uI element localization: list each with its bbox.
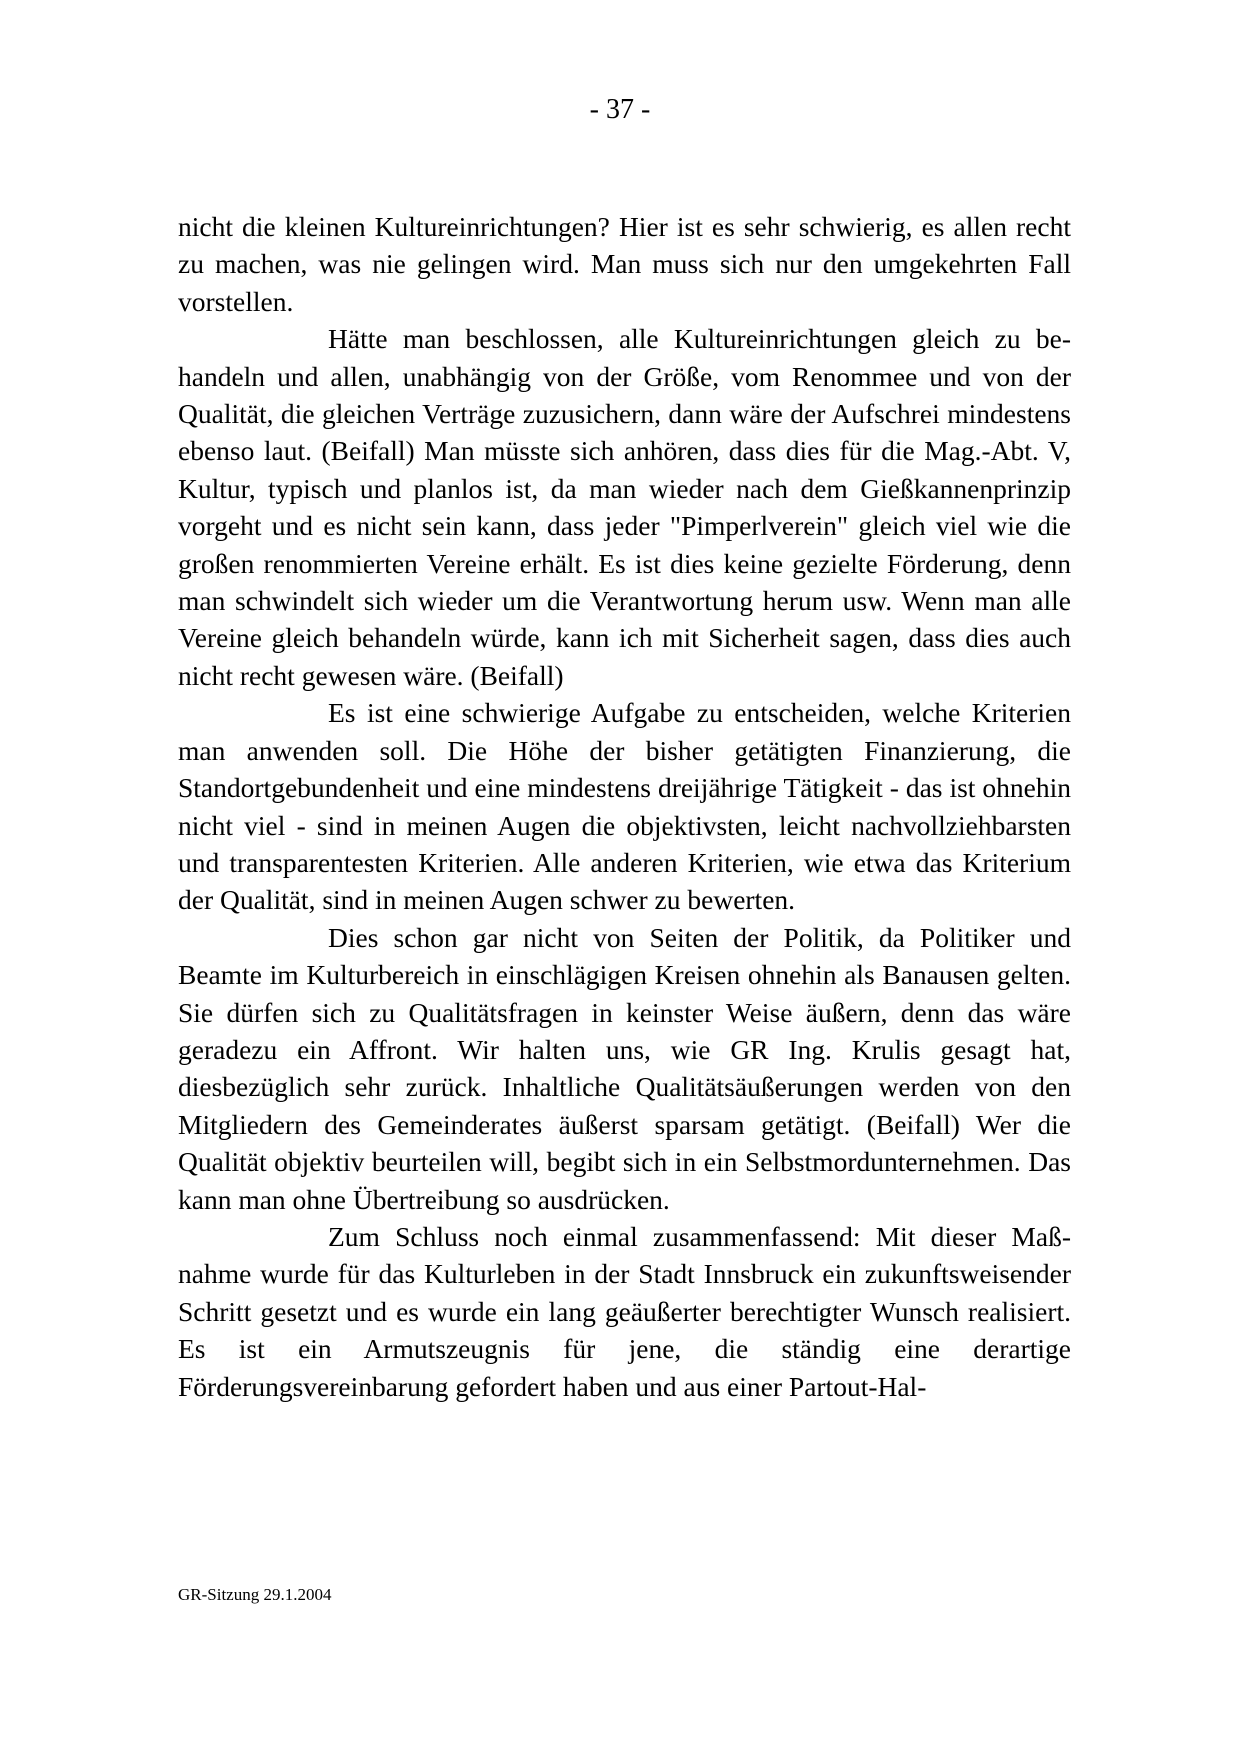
paragraph: Hätte man beschlossen, alle Kultureinrichtungen gleich zu behandeln und allen, unabhängig von der Größe, vom Renommee und von der Qualität, die gleichen Verträge zuzusichern, dann wäre der Aufschrei mindestens ebenso laut. (Beifall) Man müsste sich anhören, dass dies für die Mag.-Abt. V, Kultur, typisch und planlos ist, da man wieder nach dem Gießkannenprinzip vorgeht und es nicht sein kann, dass jeder "Pimperlverein" gleich viel wie die großen renommierten Vereine erhält. Es ist dies keine gezielte Förderung, denn man schwindelt sich wieder um die Verantwortung herum usw. Wenn man alle Vereine gleich behandeln würde, kann ich mit Sicherheit sagen, dass dies auch nicht recht gewesen wäre. (Beifall) xyxy=(178,323,1071,691)
page-number: - 37 - xyxy=(589,94,651,125)
paragraph: nicht die kleinen Kultureinrichtungen? Hier ist es sehr schwierig, es allen recht zu machen, was nie gelingen wird. Man muss sich nur den umgekehrten Fall vorstellen. xyxy=(178,211,1071,317)
footer-session-date: GR-Sitzung 29.1.2004 xyxy=(178,1585,332,1604)
body-text xyxy=(178,208,1071,1405)
paragraph: Es ist eine schwierige Aufgabe zu entscheiden, welche Kriterien man anwenden soll. Die Höhe der bisher getätigten Finanzierung, die Standortgebundenheit und eine mindestens dreijährige Tätigkeit - das ist ohnehin nicht viel - sind in meinen Augen die objektivsten, leicht nachvollziehbarsten und transparentesten Kriterien. Alle anderen Kriterien, wie etwa das Kriterium der Qualität, sind in meinen Augen schwer zu bewerten. xyxy=(178,697,1071,916)
paragraph: Dies schon gar nicht von Seiten der Politik, da Politiker und Beamte im Kulturbereich in einschlägigen Kreisen ohnehin als Banausen gelten. Sie dürfen sich zu Qualitätsfragen in keinster Weise äußern, denn das wäre geradezu ein Affront. Wir halten uns, wie GR Ing. Krulis gesagt hat, diesbezüglich sehr zurück. Inhaltliche Qualitätsäußerungen werden von den Mitgliedern des Gemeinderates äußerst sparsam getätigt. (Beifall) Wer die Qualität objektiv beurteilen will, begibt sich in ein Selbstmordunternehmen. Das kann man ohne Übertreibung so ausdrücken. xyxy=(178,921,1071,1215)
paragraph: Zum Schluss noch einmal zusammenfassend: Mit dieser Maßnahme wurde für das Kulturleben in der Stadt Innsbruck ein zukunftsweisender Schritt gesetzt und es wurde ein lang geäußerter berechtigter Wunsch realisiert. Es ist ein Armutszeugnis für jene, die ständig eine derartige Förderungsvereinbarung gefordert haben und aus einer Partout-Hal- xyxy=(178,1220,1071,1402)
